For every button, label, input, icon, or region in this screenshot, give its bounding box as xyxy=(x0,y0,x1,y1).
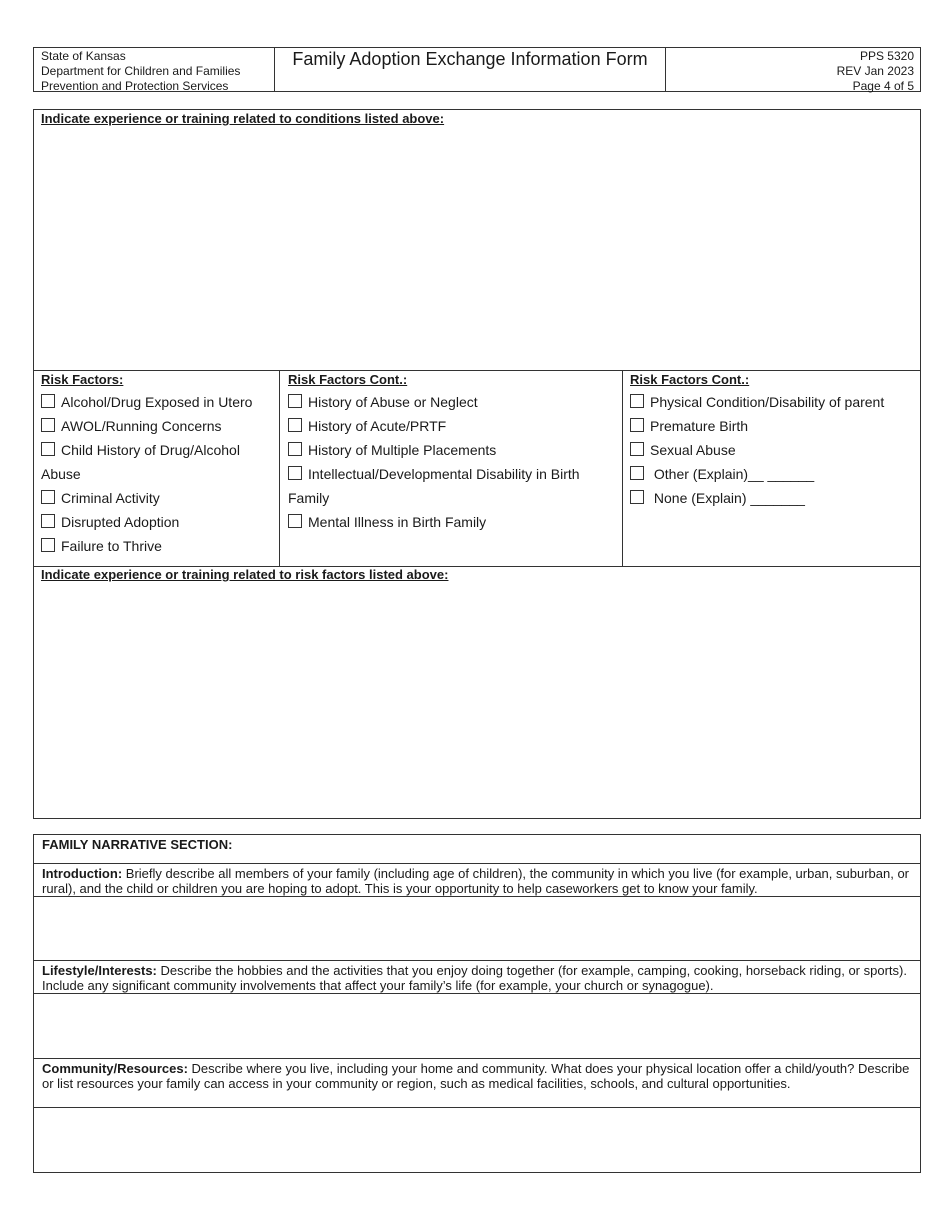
checkbox[interactable] xyxy=(41,538,55,552)
risk-item[interactable]: Criminal Activity xyxy=(41,486,252,510)
introduction-prompt xyxy=(34,864,920,897)
checkbox[interactable] xyxy=(41,514,55,528)
risk-factors-title: Risk Factors Cont.: xyxy=(288,372,408,387)
form-title: Family Adoption Exchange Information Form xyxy=(275,48,666,91)
risk-factors-col-1 xyxy=(41,371,252,558)
introduction-label: Introduction: xyxy=(42,866,123,881)
checkbox[interactable] xyxy=(41,442,55,456)
risk-item[interactable]: History of Abuse or Neglect xyxy=(288,390,580,414)
risk-item[interactable]: Premature Birth xyxy=(630,414,884,438)
checkbox[interactable] xyxy=(630,442,644,456)
checkbox[interactable] xyxy=(41,418,55,432)
risk-item[interactable]: History of Multiple Placements xyxy=(288,438,580,462)
risk-item[interactable]: Physical Condition/Disability of parent xyxy=(630,390,884,414)
form-header xyxy=(33,47,921,92)
risk-item-none[interactable]: None (Explain) _______ xyxy=(630,486,884,510)
checkbox[interactable] xyxy=(630,418,644,432)
risk-item-continuation: Family xyxy=(288,490,330,506)
introduction-text: Briefly describe all members of your family (including age of children), the community in which you live (for example, urban, suburban, or rural), and the child or children you are hoping to adopt. This is your opportunity to help caseworkers get to know your family. xyxy=(42,866,910,896)
community-text: Describe where you live, including your home and community. What does your physical location offer a child/youth? Describe or list resources your family can access in your community or region, such as medical facilities, schools, and cultural opportunities. xyxy=(42,1061,910,1091)
page-number: Page 4 of 5 xyxy=(852,79,914,93)
risk-factors-col-2 xyxy=(288,371,580,534)
form-revision: REV Jan 2023 xyxy=(836,64,914,78)
form-number: PPS 5320 xyxy=(859,49,914,63)
conditions-experience-heading: Indicate experience or training related to conditions listed above: xyxy=(41,111,445,126)
checkbox[interactable] xyxy=(630,490,644,504)
lifestyle-answer-field[interactable] xyxy=(34,994,920,1059)
agency-line-2: Department for Children and Families xyxy=(41,64,241,78)
lifestyle-prompt xyxy=(34,961,920,994)
community-label: Community/Resources: xyxy=(42,1061,188,1076)
risk-item[interactable]: History of Acute/PRTF xyxy=(288,414,580,438)
checkbox[interactable] xyxy=(288,466,302,480)
risk-factors-row xyxy=(33,370,921,567)
agency-line-3: Prevention and Protection Services xyxy=(41,79,229,93)
risk-item[interactable]: Failure to Thrive xyxy=(41,534,252,558)
conditions-experience-field[interactable] xyxy=(34,130,920,368)
checkbox[interactable] xyxy=(288,394,302,408)
narrative-section-title: FAMILY NARRATIVE SECTION: xyxy=(34,835,920,864)
community-answer-field[interactable] xyxy=(34,1108,920,1172)
checkbox[interactable] xyxy=(288,418,302,432)
risk-item[interactable]: Mental Illness in Birth Family xyxy=(288,510,580,534)
checkbox[interactable] xyxy=(288,442,302,456)
risk-experience-field[interactable] xyxy=(34,586,920,818)
risk-factors-col-3 xyxy=(630,371,884,510)
risk-factors-title: Risk Factors Cont.: xyxy=(630,372,750,387)
risk-factors-title: Risk Factors: xyxy=(41,372,124,387)
checkbox[interactable] xyxy=(630,394,644,408)
checkbox[interactable] xyxy=(630,466,644,480)
agency-line-1: State of Kansas xyxy=(41,49,126,63)
community-prompt xyxy=(34,1059,920,1108)
risk-item[interactable]: Sexual Abuse xyxy=(630,438,884,462)
column-divider xyxy=(622,371,623,566)
checkbox[interactable] xyxy=(41,490,55,504)
risk-item[interactable]: AWOL/Running Concerns xyxy=(41,414,252,438)
risk-item[interactable]: Disrupted Adoption xyxy=(41,510,252,534)
checkbox[interactable] xyxy=(41,394,55,408)
checkbox[interactable] xyxy=(288,514,302,528)
risk-experience-heading: Indicate experience or training related to risk factors listed above: xyxy=(41,567,449,582)
risk-item-other[interactable]: Other (Explain)__ ______ xyxy=(630,462,884,486)
form-id-block xyxy=(666,48,922,91)
lifestyle-label: Lifestyle/Interests: xyxy=(42,963,157,978)
introduction-answer-field[interactable] xyxy=(34,897,920,961)
risk-item-continuation: Abuse xyxy=(41,466,81,482)
lifestyle-text: Describe the hobbies and the activities that you enjoy doing together (for example, camping, cooking, horseback riding, or sports). Include any significant community involvements that affect your family’s life (for example, your church or synagogue). xyxy=(42,963,907,993)
risk-item[interactable]: Child History of Drug/Alcohol xyxy=(41,438,252,462)
column-divider xyxy=(279,371,280,566)
agency-block xyxy=(34,48,275,91)
risk-item[interactable]: Alcohol/Drug Exposed in Utero xyxy=(41,390,252,414)
family-narrative-box xyxy=(33,834,921,1173)
risk-item[interactable]: Intellectual/Developmental Disability in Birth xyxy=(288,462,580,486)
